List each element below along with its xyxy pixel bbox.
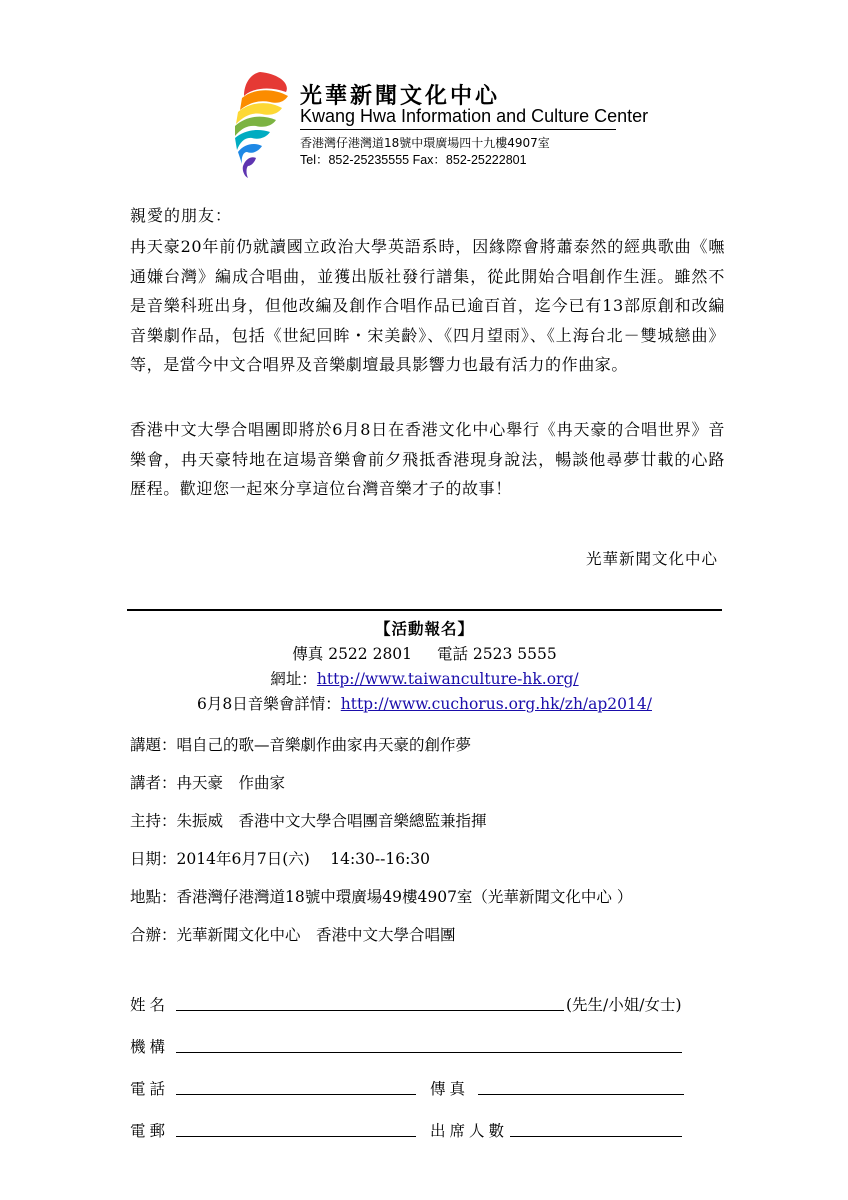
form-row-phone-fax: [130, 1077, 730, 1105]
registration-fax: 傳真 2522 2801: [292, 645, 413, 663]
detail-value: 朱振威 香港中文大學合唱團音樂總監兼指揮: [176, 812, 487, 830]
email-field[interactable]: [176, 1119, 416, 1137]
attendees-field[interactable]: [510, 1119, 682, 1137]
org-address: 香港灣仔港灣道18號中環廣場四十九樓4907室: [300, 136, 550, 150]
concert-line: [127, 692, 722, 714]
registration-phone: 電話 2523 5555: [436, 645, 557, 663]
detail-value: 香港灣仔港灣道18號中環廣場49樓4907室（光華新聞文化中心 ）: [176, 888, 633, 906]
org-phone-fax: Tel：852-25235555 Fax：852-25222801: [300, 153, 527, 167]
detail-value: 2014年6月7日(六) 14:30--16:30: [176, 850, 431, 868]
registration-title: 【活動報名】: [374, 619, 474, 638]
website-link[interactable]: http://www.taiwanculture-hk.org/: [316, 670, 579, 688]
form-row-email-attendees: [130, 1119, 730, 1147]
detail-label: 地點 ：: [130, 888, 177, 906]
organization-field[interactable]: [176, 1035, 682, 1053]
detail-value: 光華新聞文化中心 香港中文大學合唱團: [176, 926, 456, 944]
detail-date: [130, 847, 430, 869]
name-label: 姓名: [130, 996, 170, 1014]
letterhead-rule: [300, 129, 616, 130]
paragraph-1: 冉天豪20年前仍就讀國立政治大學英語系時，因緣際會將蕭泰然的經典歌曲《嘸通嫌台灣》編成合唱曲，並獲出版社發行譜集，從此開始合唱創作生涯。雖然不是音樂科班出身，但他改編及創作合唱作品已逾百首，迄今已有13部原創和改編音樂劇作品，包括《世紀回眸・宋美齡》、《四月望雨》、《上海台北－雙城戀曲》等，是當今中文合唱界及音樂劇壇最具影響力也最有活力的作曲家。: [130, 237, 725, 374]
detail-label: 講者 ：: [130, 774, 177, 792]
name-title-options: (先生/小姐/女士): [566, 996, 682, 1014]
fax-field[interactable]: [478, 1077, 684, 1095]
form-row-organization: [130, 1035, 730, 1063]
form-row-name: [130, 993, 730, 1021]
website-label: 網址：: [270, 670, 317, 688]
detail-speaker: [130, 771, 285, 793]
fax-label: 傳真: [430, 1080, 470, 1098]
organization-label: 機構: [130, 1038, 170, 1056]
registration-contact: [127, 642, 722, 664]
detail-label: 日期 ：: [130, 850, 177, 868]
rainbow-logo-icon: [230, 70, 290, 180]
greeting: 親愛的朋友：: [130, 206, 233, 225]
detail-label: 講題 ：: [130, 736, 177, 754]
detail-host: [130, 809, 487, 831]
name-field[interactable]: [176, 993, 564, 1011]
detail-value: 唱自己的歌—音樂劇作曲家冉天豪的創作夢: [176, 736, 472, 754]
letterhead: [230, 70, 650, 180]
detail-value: 冉天豪 作曲家: [176, 774, 286, 792]
org-name-en: Kwang Hwa Information and Culture Center: [300, 106, 649, 126]
signature: 光華新聞文化中心: [586, 550, 719, 568]
concert-link[interactable]: http://www.cuchorus.org.hk/zh/ap2014/: [340, 695, 652, 713]
detail-label: 合辦 ：: [130, 926, 177, 944]
section-divider: [127, 609, 722, 611]
phone-field[interactable]: [176, 1077, 416, 1095]
detail-co-organizers: [130, 923, 456, 945]
website-line: [127, 667, 722, 689]
phone-label: 電話: [130, 1080, 170, 1098]
attendees-label: 出席人數: [430, 1122, 509, 1140]
org-name-zh: 光華新聞文化中心: [300, 83, 501, 109]
detail-topic: [130, 733, 471, 755]
concert-label: 6月8日音樂會詳情：: [197, 695, 341, 713]
email-label: 電郵: [130, 1122, 170, 1140]
paragraph-2: 香港中文大學合唱團即將於6月8日在香港文化中心舉行《冉天豪的合唱世界》音樂會，冉天豪特地在這場音樂會前夕飛抵香港現身說法，暢談他尋夢廿載的心路歷程。歡迎您一起來分享這位台灣音樂才子的故事！: [130, 420, 725, 498]
detail-label: 主持 ：: [130, 812, 177, 830]
detail-venue: [130, 885, 632, 907]
